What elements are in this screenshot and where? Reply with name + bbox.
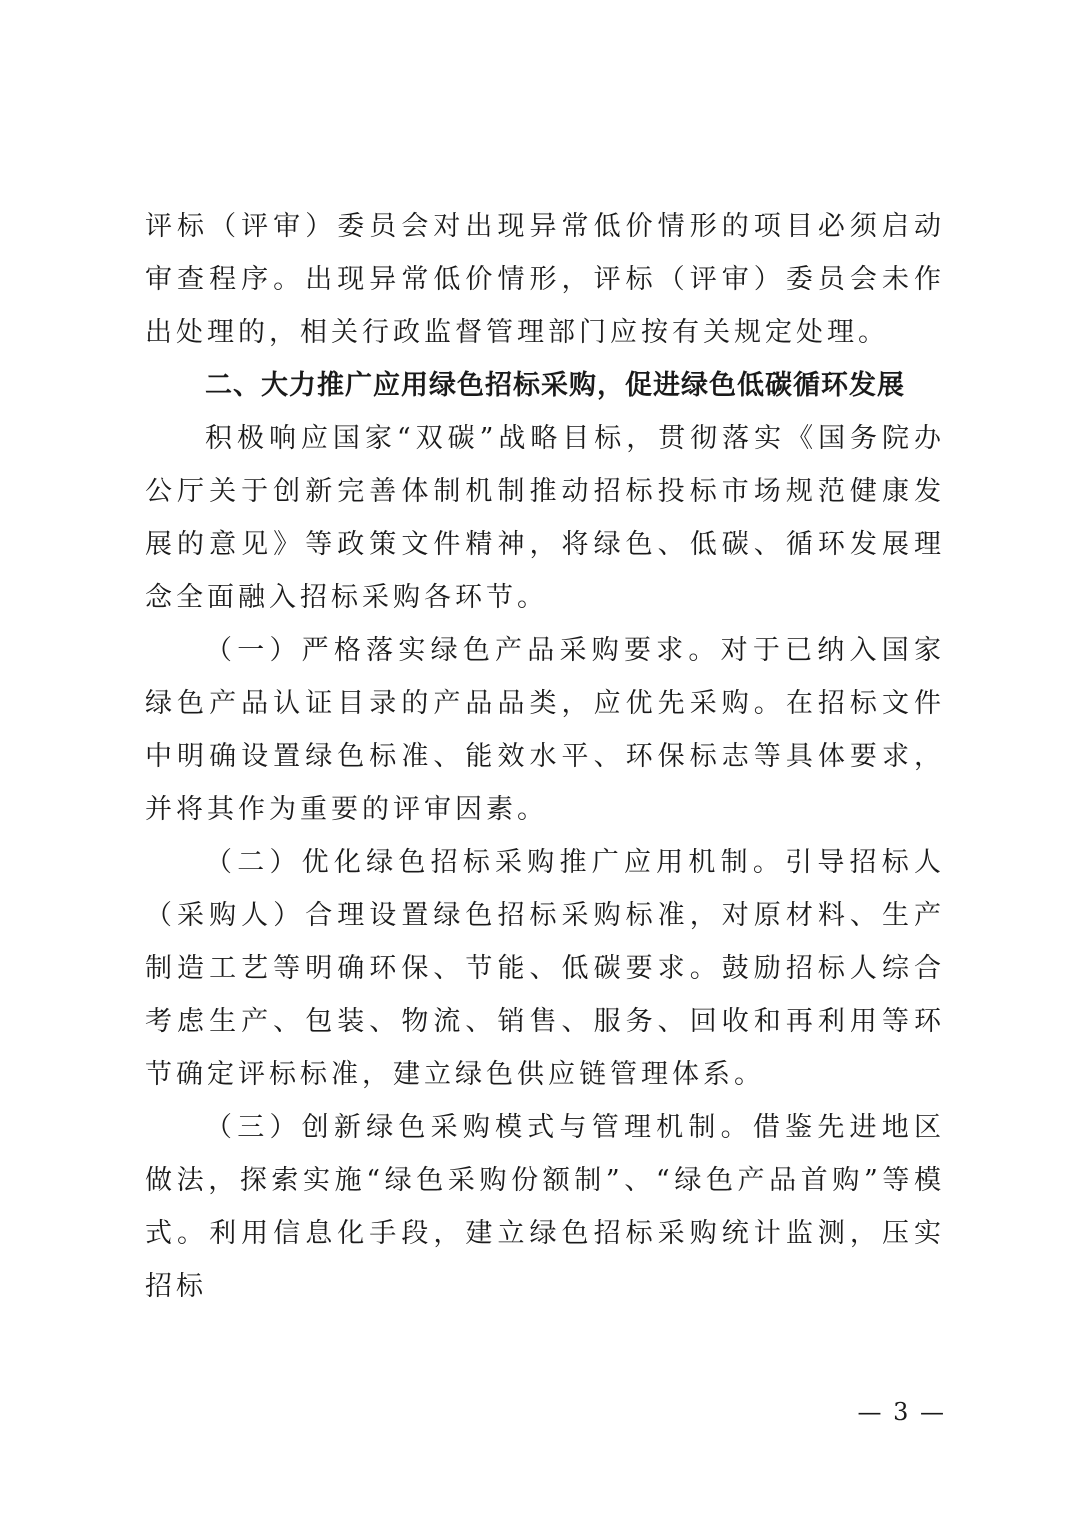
paragraph-item-2: （二）优化绿色招标采购推广应用机制。引导招标人（采购人）合理设置绿色招标采购标准，对原材料、生产制造工艺等明确环保、节能、低碳要求。鼓励招标人综合考虑生产、包装、物流、销售、服务、回收和再利用等环节确定评标标准，建立绿色供应链管理体系。 [145,847,945,1090]
page-number: — 3 — [857,1398,946,1426]
paragraph-item-3: （三）创新绿色采购模式与管理机制。借鉴先进地区做法，探索实施“绿色采购份额制”、“绿色产品首购”等模式。利用信息化手段，建立绿色招标采购统计监测，压实招标 [145,1112,945,1302]
paragraph-dual-carbon: 积极响应国家“双碳”战略目标，贯彻落实《国务院办公厅关于创新完善体制机制推动招标投标市场规范健康发展的意见》等政策文件精神，将绿色、低碳、循环发展理念全面融入招标采购各环节。 [145,423,945,613]
section-heading-green-procurement: 二、大力推广应用绿色招标采购，促进绿色低碳循环发展 [205,370,905,401]
paragraph-item-1: （一）严格落实绿色产品采购要求。对于已纳入国家绿色产品认证目录的产品品类，应优先采购。在招标文件中明确设置绿色标准、能效水平、环保标志等具体要求，并将其作为重要的评审因素。 [145,635,945,825]
document-body [145,200,945,1313]
paragraph-abnormal-low-price: 评标（评审）委员会对出现异常低价情形的项目必须启动审查程序。出现异常低价情形，评标（评审）委员会未作出处理的，相关行政监督管理部门应按有关规定处理。 [145,211,945,348]
